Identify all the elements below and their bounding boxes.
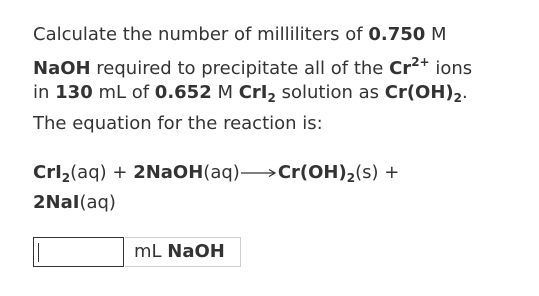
unit-text: mL bbox=[134, 241, 168, 262]
question-text: solution as bbox=[275, 82, 385, 103]
question-text: in bbox=[33, 82, 56, 103]
equation-line-1 bbox=[33, 162, 399, 184]
unit-species: NaOH bbox=[167, 241, 225, 262]
molarity-unit: M bbox=[425, 24, 447, 45]
equation-reactant-1: CrI$_2$ bbox=[33, 162, 71, 185]
text-caret bbox=[38, 243, 39, 262]
equation-product-1: $Cr(OH)_2$ bbox=[277, 162, 356, 185]
question-line-2 bbox=[33, 55, 473, 80]
ion-charge: 2+ bbox=[411, 55, 430, 69]
equation-intro: The equation for the reaction is: bbox=[33, 113, 323, 134]
ion-formula: $Cr^{2+}$ bbox=[389, 55, 430, 79]
solution-concentration: 0.652 bbox=[154, 82, 212, 103]
answer-unit-label bbox=[125, 237, 241, 267]
equation-state: (s) + bbox=[355, 162, 400, 183]
answer-input[interactable] bbox=[33, 237, 124, 267]
question-text: Calculate the number of milliliters of bbox=[33, 24, 369, 45]
reagent-formula: NaOH bbox=[33, 58, 91, 79]
reaction-arrow-icon bbox=[241, 168, 277, 178]
equation-state: (aq) bbox=[203, 162, 240, 183]
solution-volume: 130 bbox=[55, 82, 93, 103]
question-line-3 bbox=[33, 82, 468, 104]
equation-state: (aq) + bbox=[70, 162, 134, 183]
question-text: ions bbox=[429, 58, 473, 79]
naoh-concentration: 0.750 bbox=[368, 24, 426, 45]
question-text: . bbox=[462, 82, 468, 103]
solute-formula: CrI$_2$ bbox=[238, 82, 276, 105]
molarity-unit: M bbox=[211, 82, 239, 103]
equation-reactant-2: 2NaOH bbox=[133, 162, 204, 183]
equation-state: (aq) bbox=[79, 192, 116, 213]
product-formula: $Cr(OH)_2$ bbox=[384, 82, 462, 105]
equation-line-2 bbox=[33, 192, 116, 214]
question-text: required to precipitate all of the bbox=[90, 58, 390, 79]
question-line-1 bbox=[33, 24, 447, 46]
equation-product-2: 2NaI bbox=[33, 192, 80, 213]
question-text: mL of bbox=[92, 82, 155, 103]
